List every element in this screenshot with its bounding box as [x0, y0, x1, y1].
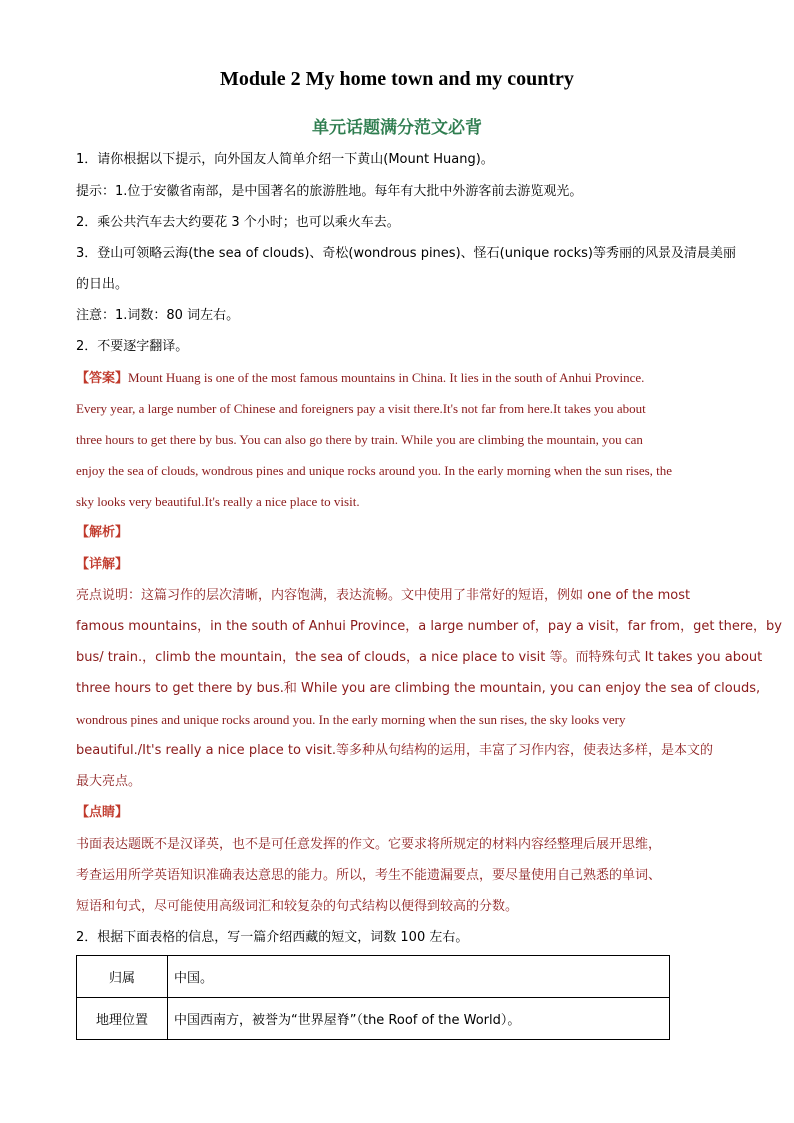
answer-line-2: Every year, a large number of Chinese and foreigners pay a visit there.It's not far from here.It takes you about — [76, 401, 646, 416]
tip-line-1: 书面表达题既不是汉译英，也不是可任意发挥的作文。它要求将所规定的材料内容经整理后展开思维， — [76, 837, 662, 852]
detail-line-3: bus/ train.，climb the mountain，the sea of clouds，a nice place to visit 等。而特殊句式 It takes you about — [76, 650, 763, 665]
task1-line-2: 提示：1.位于安徽省南部，是中国著名的旅游胜地。每年有大批中外游客前去游览观光。 — [76, 184, 583, 199]
task1-line-1: 1．请你根据以下提示，向外国友人简单介绍一下黄山(Mount Huang)。 — [76, 152, 494, 167]
table-cell-label: 地理位置 — [77, 998, 168, 1040]
answer-line-5: sky looks very beautiful.It's really a nice place to visit. — [76, 494, 360, 509]
page-subtitle: 单元话题满分范文必背 — [312, 118, 482, 138]
detail-line-5: wondrous pines and unique rocks around you. In the early morning when the sun rises, the sky looks very — [76, 712, 626, 727]
table-row — [77, 956, 670, 998]
table-cell-value: 中国。 — [168, 956, 670, 998]
detail-line-6: beautiful./It's really a nice place to visit.等多种从句结构的运用，丰富了习作内容，使表达多样，是本文的 — [76, 743, 714, 758]
task1-line-3: 2．乘公共汽车去大约要花 3 个小时；也可以乘火车去。 — [76, 215, 400, 230]
task1-line-6: 注意：1.词数：80 词左右。 — [76, 308, 240, 323]
answer-tag: 【答案】 — [76, 371, 129, 386]
task2-line-1: 2．根据下面表格的信息，写一篇介绍西藏的短文，词数 100 左右。 — [76, 930, 469, 945]
detail-line-2: famous mountains，in the south of Anhui Province，a large number of，pay a visit，far from，get there，by — [76, 619, 782, 634]
detail-line-7: 最大亮点。 — [76, 774, 142, 789]
answer-line-1 — [76, 368, 644, 389]
detail-tag: 【详解】 — [76, 557, 129, 572]
answer-line-3: three hours to get there by bus. You can also go there by train. While you are climbing the mountain, you can — [76, 432, 643, 447]
task1-line-5: 的日出。 — [76, 277, 129, 292]
table-row — [77, 998, 670, 1040]
task1-line-7: 2．不要逐字翻译。 — [76, 339, 189, 354]
table-cell-value: 中国西南方，被誉为“世界屋脊”（the Roof of the World）。 — [168, 998, 670, 1040]
task1-line-4: 3．登山可领略云海(the sea of clouds)、奇松(wondrous pines)、怪石(unique rocks)等秀丽的风景及清晨美丽 — [76, 246, 736, 261]
tip-tag: 【点睛】 — [76, 805, 129, 820]
detail-line-1: 亮点说明：这篇习作的层次清晰，内容饱满，表达流畅。文中使用了非常好的短语，例如 one of the most — [76, 588, 691, 603]
detail-line-4: three hours to get there by bus.和 While you are climbing the mountain, you can enjoy the sea of clouds, — [76, 681, 761, 696]
analysis-tag: 【解析】 — [76, 525, 129, 540]
tip-line-2: 考查运用所学英语知识准确表达意思的能力。所以，考生不能遗漏要点，要尽量使用自己熟悉的单词、 — [76, 868, 662, 883]
table-cell-label: 归属 — [77, 956, 168, 998]
page-title: Module 2 My home town and my country — [220, 68, 574, 90]
tibet-info-table — [76, 955, 670, 1040]
answer-text-1: Mount Huang is one of the most famous mountains in China. It lies in the south of Anhui Province. — [128, 370, 645, 385]
tip-line-3: 短语和句式，尽可能使用高级词汇和较复杂的句式结构以便得到较高的分数。 — [76, 899, 519, 914]
answer-line-4: enjoy the sea of clouds, wondrous pines and unique rocks around you. In the early morning when the sun rises, the — [76, 463, 673, 478]
